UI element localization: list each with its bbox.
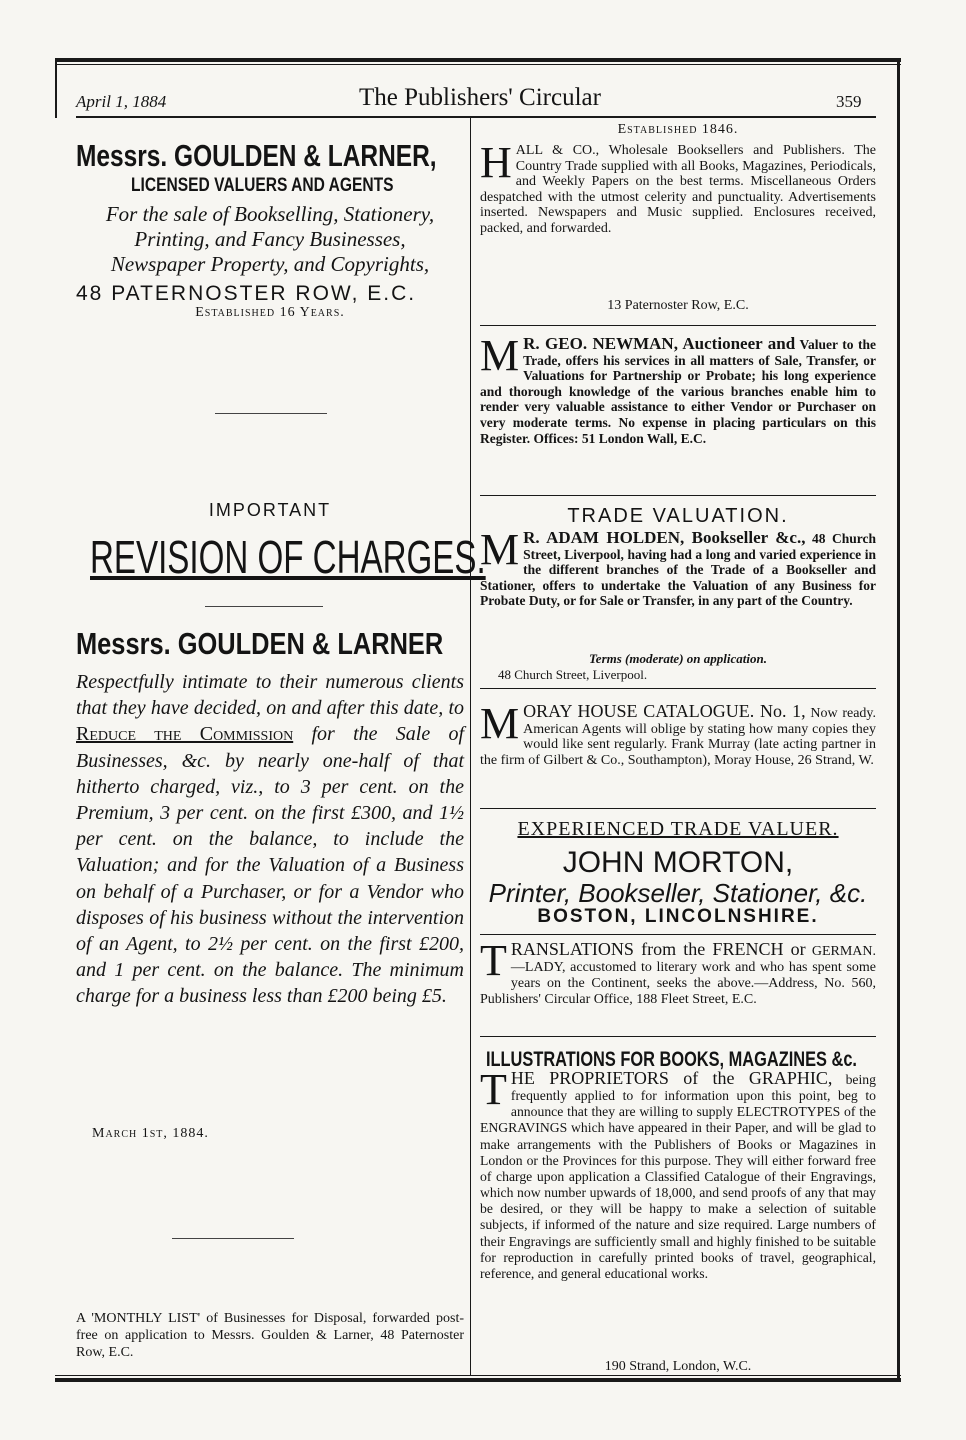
newman-drop-cap: M [480, 331, 520, 380]
translations-drop-cap: T [480, 936, 507, 985]
trade-valuation-heading: TRADE VALUATION. [567, 505, 789, 527]
hall-body [480, 138, 876, 237]
goulden-name: Messrs. GOULDEN & LARNER, [76, 138, 437, 173]
moray-lead: ORAY HOUSE CATALOGUE. No. 1, [523, 701, 806, 721]
morton-name: JOHN MORTON, [562, 846, 794, 879]
revision-firm: Messrs. GOULDEN & LARNER [76, 626, 444, 661]
monthly-list-notice: A 'MONTHLY LIST' of Businesses for Disposal, forwarded post-free on application to Messrs. Goulden & Larner, 48 Paternoster Row, E.C. [76, 1311, 464, 1360]
divider [480, 808, 876, 809]
graphic-heading: ILLUSTRATIONS FOR BOOKS, MAGAZINES &c. [486, 1048, 857, 1071]
newman-body [480, 331, 876, 446]
goulden-for-line2: Printing, and Fancy Businesses, [134, 227, 406, 251]
revision-body-sc: Reduce the Commission [76, 723, 294, 746]
morton-trade: Printer, Bookseller, Stationer, &c. [488, 878, 868, 908]
revision-heading: REVISION OF CHARGES. [90, 531, 486, 583]
separator [172, 1238, 294, 1239]
translations-lead: RANSLATIONS from the FRENCH or [510, 939, 806, 959]
graphic-body [480, 1065, 876, 1282]
hall-text: ALL & CO., Wholesale Booksellers and Publishers. The Country Trade supplied with all Books, Magazines, Periodicals, and Weekly Papers on the best terms. Miscellaneous Orders despatched with the utmost celerity and punctuality. Advertisements inserted. Newspapers and Music supplied. Enclosures received, packed, and forwarded. [480, 143, 876, 236]
revision-date: March 1st, 1884. [92, 1126, 209, 1141]
column-divider [470, 118, 471, 1376]
holden-body [480, 525, 876, 609]
top-border-rule [55, 58, 901, 62]
newman-text: Valuer to the Trade, offers his services in all matters of Sale, Transfer, or Valuations for Partnership or Probate; his long experience and thorough knowledge of the various branches enable him to render very valuable assistance to either Vendor or Purchaser on very moderate terms. No expense in placing particulars on this Register. Offices: 51 London Wall, E.C. [480, 337, 876, 446]
holden-terms: Terms (moderate) on application. [589, 651, 767, 666]
publication-title: The Publishers' Circular [359, 84, 601, 111]
separator [215, 413, 327, 414]
morton-heading: EXPERIENCED TRADE VALUER. [517, 818, 839, 840]
divider [480, 325, 876, 326]
goulden-address: 48 PATERNOSTER ROW, E.C. [76, 282, 417, 305]
divider [480, 934, 876, 935]
hall-established: Established 1846. [617, 122, 739, 137]
page-number: 359 [836, 92, 862, 111]
moray-drop-cap: M [480, 699, 520, 748]
moray-text: Now ready. American Agents will oblige by stating how many copies they would like sent regularly. Frank Murray (late acting partner in the firm of Gilbert & Co., Southampton), Moray House, 26 Strand, W. [480, 706, 877, 768]
issue-date: April 1, 1884 [76, 92, 167, 111]
goulden-established: Established 16 Years. [195, 305, 345, 320]
graphic-text: being frequently applied to for information upon this point, beg to announce that they are willing to supply ELECTROTYPES of the ENGRAVINGS which have appeared in their Paper, and will be glad to make arrangements with the Publishers of Books or Magazines in London or the Provinces for this purpose. They will either forward free of charge upon application a Classified Catalogue of their Engravings, which now number upwards of 18,000, and send proofs of any that may be desired, or they will be happy to make a selection of suitable subjects, if informed of the nature and size required. Large numbers of their Engravings are sufficiently small and highly finished to be suitable for reproduction in carefully printed books of travel, geographical, reference, and general educational works. [480, 1072, 876, 1281]
morton-place: BOSTON, LINCOLNSHIRE. [537, 906, 819, 927]
revision-body [76, 669, 464, 1010]
hall-address: 13 Paternoster Row, E.C. [607, 298, 749, 313]
moray-body [480, 699, 877, 768]
right-border [897, 58, 900, 1382]
holden-address: 48 Church Street, Liverpool. [498, 667, 648, 682]
hall-drop-cap: H [480, 138, 512, 187]
revision-body-pre: Respectfully intimate to their numerous clients that they have decided, on and after this date, to [76, 671, 464, 720]
header-rule [76, 116, 876, 118]
revision-body-post: for the Sale of Businesses, &c. by nearly one-half of that hitherto charged, viz., to 3 per cent. on the Premium, 3 per cent. on the first £300, and 1½ per cent. on the balance, to include the Valuation; and for the Valuation of a Business on behalf of a Purchaser, or for a Vendor who disposes of his business without the intervention of an Agent, to 2½ per cent. on the first £200, and 1 per cent. on the balance. The minimum charge for a business less than £200 being £5. [76, 723, 465, 1008]
important-label: IMPORTANT [208, 500, 332, 520]
separator [205, 606, 323, 607]
translations-body [480, 936, 876, 1008]
holden-text: 48 Church Street, Liverpool, having had a long and varied experience in the different branches of the Trade of a Bookseller and Stationer, offers to undertake the Valuation of any Business for Probate Duty, or for Sale or Transfer, in any part of the Country. [480, 531, 876, 609]
graphic-drop-cap: T [480, 1065, 507, 1114]
newman-lead: R. GEO. NEWMAN, Auctioneer and [523, 334, 796, 353]
goulden-for-line1: For the sale of Bookselling, Stationery, [105, 202, 435, 226]
divider [480, 1036, 876, 1037]
graphic-address: 190 Strand, London, W.C. [604, 1359, 752, 1374]
divider [480, 495, 876, 496]
goulden-for-line3: Newspaper Property, and Copyrights, [110, 252, 430, 276]
top-border-rule-thin [55, 64, 901, 65]
bottom-border-rule-thin [55, 1375, 901, 1376]
divider [480, 688, 876, 689]
left-border [55, 58, 57, 118]
bottom-border-rule [55, 1378, 901, 1382]
translations-text: GERMAN.—LADY, accustomed to literary work and who has spent some years on the Continent, seeks the above.—Address, No. 560, Publishers' Circular Office, 188 Fleet Street, E.C. [480, 944, 876, 1007]
goulden-subtitle: LICENSED VALUERS AND AGENTS [131, 175, 394, 196]
graphic-lead: HE PROPRIETORS of the GRAPHIC, [510, 1068, 833, 1088]
holden-drop-cap: M [480, 525, 520, 574]
holden-lead: R. ADAM HOLDEN, Bookseller &c., [523, 528, 806, 547]
